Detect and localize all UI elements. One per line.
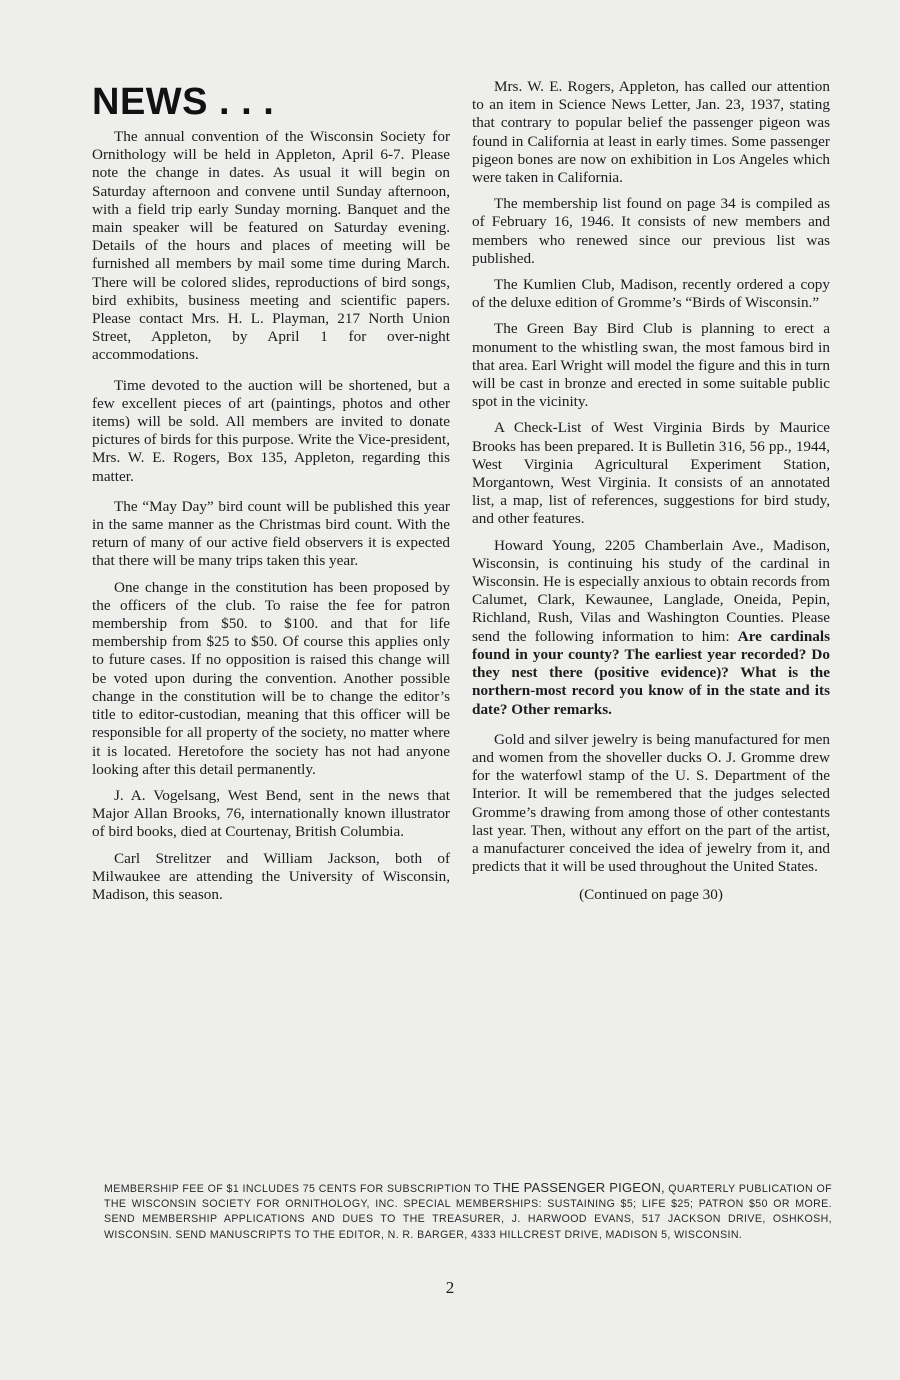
footer-text-2: QUARTERLY PUBLICATION OF THE WISCONSIN SOCIETY FOR ORNITHOLOGY, INC. SPECIAL MEMBERSHIPS: SUSTAINING $5; LIFE $25; PATRON $50 OR MORE. SEND MEMBERSHIP APPLICATIONS AND DUES TO THE TREASURER, J. HARWOOD EVANS, 517 JACKSON DRIVE, OSHKOSH, WISCONSIN. SEND MANUSCRIPTS TO THE EDITOR, N. R. BARGER, 4333 HILLCREST DRIVE, MADISON 5, WISCONSIN. — [104, 1183, 832, 1241]
green-bay-paragraph: The Green Bay Bird Club is planning to erect a monument to the whistling swan, the most famous bird in that area. Earl Wright will model the figure and this in turn will be cast in bronze and erected in some suitable public spot in the vicinity. — [472, 320, 830, 411]
vogelsang-paragraph: J. A. Vogelsang, West Bend, sent in the news that Major Allan Brooks, 76, internationally known illustrator of bird books, died at Courtenay, British Columbia. — [92, 786, 450, 841]
convention-paragraph: The annual convention of the Wisconsin Society for Ornithology will be held in Appleton, April 6-7. Please note the change in dates. As usual it will begin on Saturday afternoon and convene until Sunday afternoon, with a field trip early Sunday morning. Banquet and the main speaker will be featured on Saturday evening. Details of the hours and places of meeting will be furnished all members by mail some time during March. There will be colored slides, reproductions of bird songs, bird exhibits, business meeting and scientific papers. Please contact Mrs. H. L. Playman, 217 North Union Street, Appleton, by April 1 for over-night accommodations. — [92, 128, 450, 364]
journal-name: THE PASSENGER PIGEON, — [493, 1180, 665, 1195]
right-column — [472, 78, 830, 913]
footer-text-1: MEMBERSHIP FEE OF $1 INCLUDES 75 CENTS FOR SUBSCRIPTION TO — [104, 1183, 490, 1195]
continued-note: (Continued on page 30) — [579, 886, 723, 904]
news-heading: NEWS . . . — [92, 81, 275, 123]
may-day-count-paragraph: The “May Day” bird count will be published this year in the same manner as the Christmas bird count. With the return of many of our active field observers it is expected that there will be many trips taken this year. — [92, 497, 450, 570]
membership-list-paragraph: The membership list found on page 34 is compiled as of February 16, 1946. It consists of new members and members who renewed since our previous list was published. — [472, 195, 830, 267]
strelitzer-paragraph: Carl Strelitzer and William Jackson, both of Milwaukee are attending the University of Wisconsin, Madison, this season. — [92, 849, 450, 903]
kumlien-club-paragraph: The Kumlien Club, Madison, recently ordered a copy of the deluxe edition of Gromme’s “Birds of Wisconsin.” — [472, 276, 830, 312]
rogers-paragraph: Mrs. W. E. Rogers, Appleton, has called our attention to an item in Science News Letter, Jan. 23, 1937, stating that contrary to popular belief the passenger pigeon was found in California at least in early times. Some passenger pigeon bones are now on exhibition in Los Angeles which were taken in California. — [472, 78, 830, 187]
jewelry-paragraph: Gold and silver jewelry is being manufactured for men and women from the shoveller ducks O. J. Gromme drew for the waterfowl stamp of the U. S. Department of the Interior. It will be remembered that the judges selected Gromme’s drawing from among those of other contestants last year. Then, without any effort on the part of the artist, a manufacturer conceived the idea of jewelry from it, and predicts that it will be used throughout the United States. — [472, 730, 830, 876]
cardinal-intro: Howard Young, 2205 Chamberlain Ave., Madison, Wisconsin, is continuing his study of the cardinal in Wisconsin. He is especially anxious to obtain records from Calumet, Clark, Kewaunee, Langlade, Oneida, Pepin, Richland, Rush, Vilas and Washington Counties. Please send the following information to him: — [472, 536, 830, 645]
cardinal-paragraph — [472, 537, 830, 719]
constitution-paragraph: One change in the constitution has been proposed by the officers of the club. To raise the fee for patron membership from $50. to $100. and that for life membership from $25 to $50. Of course this applies only to future cases. If no opposition is raised this change will be voted upon during the convention. Another possible change in the constitution will be to change the editor’s title to editor-custodian, meaning that this officer will be responsible for all property of the society, no matter where it is located. Heretofore the society has not had anyone looking after this detail permanently. — [92, 578, 450, 778]
cardinal-questions: Are cardinals found in your county? The earliest year recorded? Do they nest there (positive evidence)? What is the northern-most record you know of in the state and its date? Other remarks. — [472, 627, 830, 718]
page-number: 2 — [445, 1278, 455, 1297]
left-column — [92, 128, 450, 912]
membership-footer — [104, 1180, 832, 1243]
checklist-paragraph: A Check-List of West Virginia Birds by Maurice Brooks has been prepared. It is Bulletin 316, 56 pp., 1944, West Virginia Agricultural Experiment Station, Morgantown, West Virginia. It consists of an annotated list, a map, list of references, suggestions for bird study, and other features. — [472, 419, 830, 528]
auction-paragraph: Time devoted to the auction will be shortened, but a few excellent pieces of art (paintings, photos and other items) will be sold. All members are invited to donate pictures of birds for this purpose. Write the Vice-president, Mrs. W. E. Rogers, Box 135, Appleton, regarding this matter. — [92, 376, 450, 485]
